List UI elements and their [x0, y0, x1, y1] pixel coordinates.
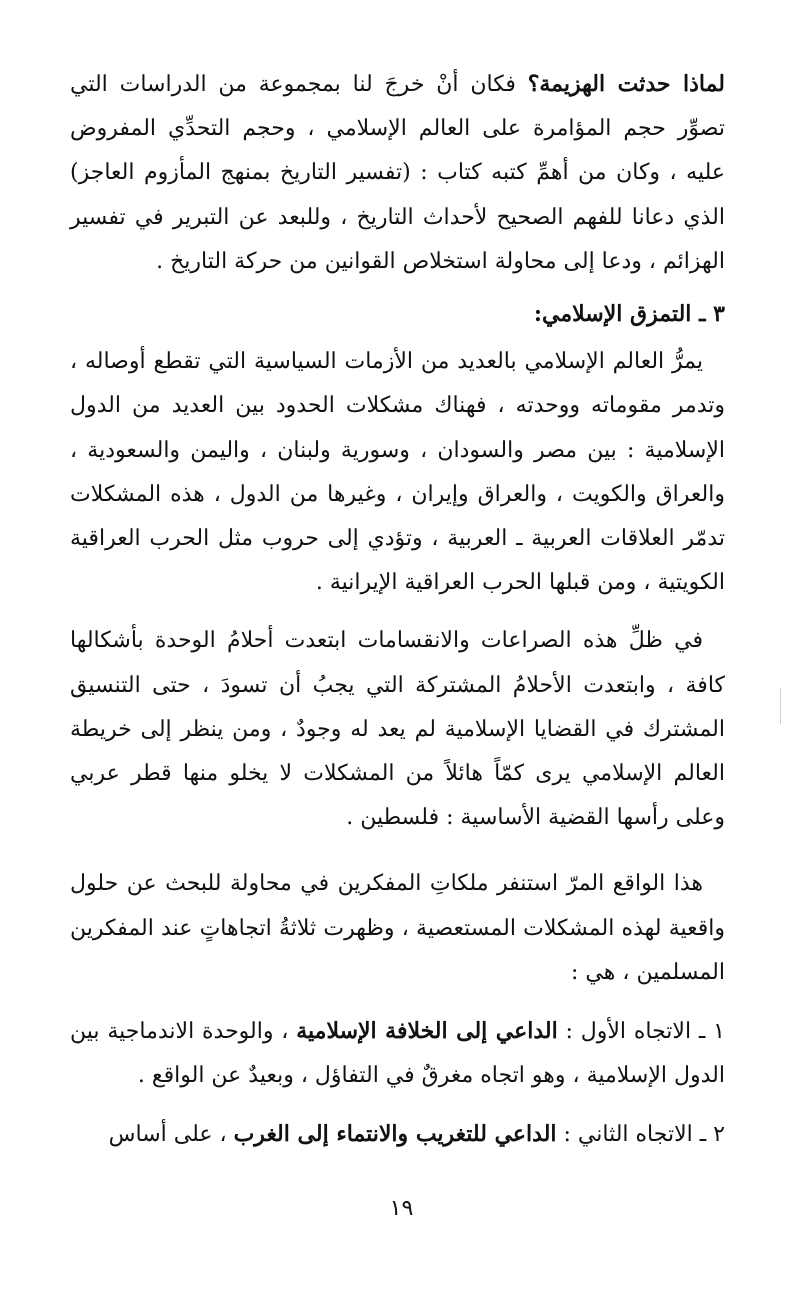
list-item-2-bold: الداعي للتغريب والانتماء إلى الغرب: [233, 1121, 557, 1148]
margin-line: [780, 688, 781, 724]
section-heading: ٣ ـ التمزق الإسلامي:: [533, 301, 725, 328]
list-item-1-text: ، والوحدة الاندماجية بين الدول الإسلامية ، وهو اتجاه مغرقٌ في التفاؤل ، وبعيدٌ عن الواقع .: [70, 1019, 725, 1089]
page-number: ١٩: [389, 1196, 414, 1221]
list-item-2-text: ، على أساس: [108, 1122, 234, 1148]
list-item-1-bold: الداعي إلى الخلافة الإسلامية: [296, 1018, 558, 1045]
list-item-1: [70, 1009, 725, 1098]
paragraph-4: هذا الواقع المرّ استنفر ملكاتِ المفكرين في محاولة للبحث عن حلول واقعية لهذه المشكلات المستعصية ، وظهرت ثلاثةُ اتجاهاتٍ عند المفكرين المسلمين ، هي :: [70, 871, 725, 985]
list-item-1-prefix: ١ ـ الاتجاه الأول :: [557, 1019, 725, 1045]
list-item-2: [70, 1112, 725, 1157]
bold-question: لماذا حدثت الهزيمة؟: [527, 71, 725, 97]
paragraph-1-text: فكان أنْ خرجَ لنا بمجموعة من الدراسات التي تصوِّر حجم المؤامرة على العالم الإسلامي ، وحجم التحدِّي المفروض عليه ، وكان من أهمِّ كتبه كتاب : (تفسير التاريخ بمنهج المأزوم العاجز) الذي دعانا للفهم الصحيح لأحداث التاريخ ، وللبعد عن التبرير في تفسير الهزائم ، ودعا إلى محاولة استخلاص القوانين من حركة التاريخ .: [70, 72, 725, 274]
paragraph-1: [70, 62, 725, 284]
list-item-2-prefix: ٢ ـ الاتجاه الثاني :: [556, 1122, 725, 1148]
paragraph-3: في ظلِّ هذه الصراعات والانقسامات ابتعدت أحلامُ الوحدة بأشكالها كافة ، وابتعدت الأحلامُ المشتركة التي يجبُ أن تسودَ ، حتى التنسيق المشترك في القضايا الإسلامية لم يعد له وجودٌ ، ومن ينظر إلى خريطة العالم الإسلامي يرى كمّاً هائلاً من المشكلات لا يخلو منها قطر عربي وعلى رأسها القضية الأساسية : فلسطين .: [70, 628, 725, 831]
document-page: [70, 62, 725, 1158]
paragraph-2: يمرُّ العالم الإسلامي بالعديد من الأزمات السياسية التي تقطع أوصاله ، وتدمر مقوماته ووحدته ، فهناك مشكلات الحدود بين العديد من الدول الإسلامية : بين مصر والسودان ، وسورية ولبنان ، واليمن والسعودية ، والعراق والكويت ، والعراق وإيران ، وغيرها من الدول ، هذه المشكلات تدمّر العلاقات العربية ـ العربية ، وتؤدي إلى حروب مثل الحرب العراقية الكويتية ، ومن قبلها الحرب العراقية الإيرانية .: [70, 349, 725, 596]
